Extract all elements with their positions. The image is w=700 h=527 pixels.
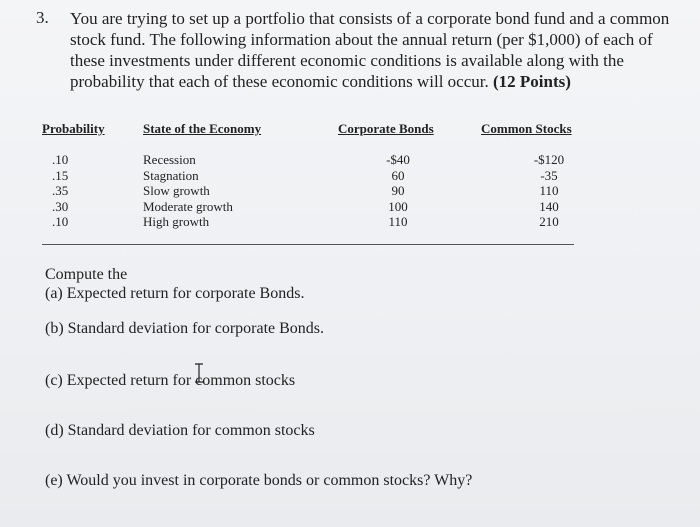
task-d: (d) Standard deviation for common stocks [45,422,315,439]
table-cell: .15 [52,167,69,183]
common-stocks-column [522,152,576,230]
table-cell: -35 [540,167,558,183]
question-body: You are trying to set up a portfolio that consists of a corporate bond fund and a common stock fund. The following information about the annual return (per $1,000) of each of these investments under different economic conditions is available along with the probability that each of these economic conditions will occur. [70,9,670,91]
table-cell: Slow growth [143,183,210,198]
table-cell: 100 [388,198,408,214]
table-cell: Stagnation [143,167,199,183]
task-e: (e) Would you invest in corporate bonds or common stocks? Why? [45,472,473,489]
table-cell: .30 [52,198,69,214]
table-cell: Moderate growth [143,198,233,214]
question-number: 3. [36,8,49,27]
table-cell: .10 [52,214,69,229]
table-cell: 110 [539,183,559,198]
question-points: (12 Points) [493,72,571,91]
text-cursor-icon [193,363,205,383]
table-cell: 90 [391,183,405,198]
table-cell: 110 [388,214,408,229]
task-b: (b) Standard deviation for corporate Bonds. [45,320,325,337]
table-cell: 210 [539,214,559,229]
task-intro: Compute the [45,266,128,283]
table-cell: 60 [391,167,405,183]
table-cell: .35 [52,183,69,198]
header-state-of-economy: State of the Economy [143,121,262,136]
table-cell: -$120 [533,152,565,167]
table-cell: .10 [52,152,69,167]
header-corporate-bonds: Corporate Bonds [338,121,434,136]
table-cell: -$40 [386,152,410,167]
table-bottom-rule [42,244,574,245]
header-probability: Probability [42,121,105,136]
table-cell: Recession [143,152,196,167]
question-text [70,8,670,92]
state-column [143,152,233,230]
header-common-stocks: Common Stocks [481,121,572,136]
table-cell: 140 [539,198,559,214]
corporate-bonds-column [370,152,426,230]
probability-column [52,152,68,230]
task-a: (a) Expected return for corporate Bonds. [45,285,305,302]
task-c: (c) Expected return for common stocks [45,372,296,389]
table-cell: High growth [143,214,210,229]
